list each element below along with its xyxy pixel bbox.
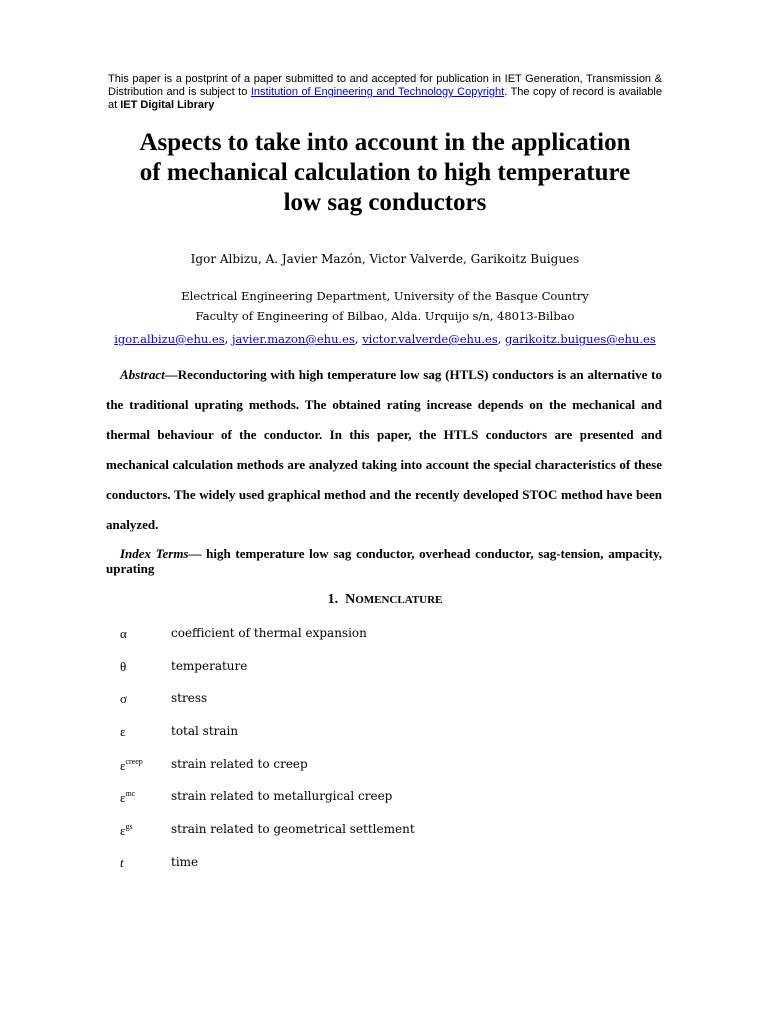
digital-library-label: IET Digital Library (120, 99, 215, 111)
symbol-base: ε (120, 758, 126, 773)
abstract-paragraph (106, 360, 662, 540)
nomenclature-symbol (120, 789, 135, 806)
section-title-rest: OMENCLATURE (355, 594, 443, 606)
author-emails (100, 332, 670, 346)
email-link-3[interactable]: victor.valverde@ehu.es (362, 332, 498, 346)
index-terms-paragraph (106, 546, 662, 576)
nomenclature-row (120, 659, 640, 679)
nomenclature-description: total strain (171, 724, 239, 738)
nomenclature-row (120, 822, 640, 842)
title-line-2: of mechanical calculation to high temperature (139, 159, 631, 186)
abstract-lead: Abstract (120, 367, 165, 382)
nomenclature-description: strain related to metallurgical creep (171, 789, 393, 803)
symbol-superscript: mc (125, 789, 136, 798)
email-link-2[interactable]: javier.mazon@ehu.es (231, 332, 355, 346)
nomenclature-description: stress (171, 691, 208, 705)
nomenclature-description: coefficient of thermal expansion (171, 626, 367, 640)
section-heading (100, 592, 670, 608)
symbol-superscript: gs (125, 822, 133, 831)
nomenclature-row (120, 855, 640, 875)
index-terms-lead: Index Terms (120, 546, 189, 561)
symbol-base: ε (120, 823, 126, 838)
title-line-1: Aspects to take into account in the application (139, 129, 631, 156)
email-separator-2: , (354, 332, 363, 346)
nomenclature-symbol: σ (120, 691, 128, 706)
postprint-notice (108, 73, 662, 112)
nomenclature-symbol: θ (120, 659, 127, 674)
nomenclature-description: strain related to geometrical settlement (171, 822, 415, 836)
abstract-body: —Reconductoring with high temperature low sag (HTLS) conductors is an alternative to the traditional uprating methods. The obtained rating increase depends on the mechanical and thermal behaviour of the conductor. In this paper, the HTLS conductors are presented and mechanical calculation methods are analyzed taking into account the special characteristics of these conductors. The widely used graphical method and the recently developed STOC method have been analyzed. (106, 367, 662, 532)
affiliation-department: Electrical Engineering Department, University of the Basque Country (181, 289, 589, 303)
nomenclature-row (120, 691, 640, 711)
paper-title (100, 128, 670, 218)
index-terms-body: — high temperature low sag conductor, overhead conductor, sag-tension, ampacity, uprating (106, 546, 663, 576)
author-list: Igor Albizu, A. Javier Mazón, Victor Valverde, Garikoitz Buigues (190, 252, 580, 266)
nomenclature-symbol (120, 822, 133, 839)
email-separator-1: , (224, 332, 232, 346)
title-line-3: low sag conductors (283, 189, 487, 216)
nomenclature-row (120, 626, 640, 646)
nomenclature-row (120, 757, 640, 777)
symbol-superscript: creep (125, 757, 143, 766)
nomenclature-symbol: t (120, 855, 124, 870)
section-title-cap: N (345, 592, 356, 607)
copyright-link[interactable]: Institution of Engineering and Technology Copyright (250, 86, 505, 98)
affiliation-faculty: Faculty of Engineering of Bilbao, Alda. Urquijo s/n, 48013-Bilbao (195, 309, 575, 323)
nomenclature-description: temperature (171, 659, 248, 673)
symbol-base: ε (120, 790, 126, 805)
nomenclature-row (120, 724, 640, 744)
section-number: 1. (327, 592, 339, 607)
notice-text-1: This paper is a postprint of a paper submitted to and accepted for publication in IET Generation, Transmission & Distribution and is subject to (108, 73, 662, 98)
notice-text-2: . The copy of record is available at (108, 86, 662, 111)
email-separator-3: , (497, 332, 506, 346)
email-link-1[interactable]: igor.albizu@ehu.es (114, 332, 225, 346)
nomenclature-description: strain related to creep (171, 757, 308, 771)
nomenclature-symbol (120, 757, 143, 774)
nomenclature-symbol: ε (120, 724, 126, 739)
nomenclature-row (120, 789, 640, 809)
nomenclature-symbol: α (120, 626, 127, 641)
nomenclature-description: time (171, 855, 199, 869)
email-link-4[interactable]: garikoitz.buigues@ehu.es (505, 332, 656, 346)
